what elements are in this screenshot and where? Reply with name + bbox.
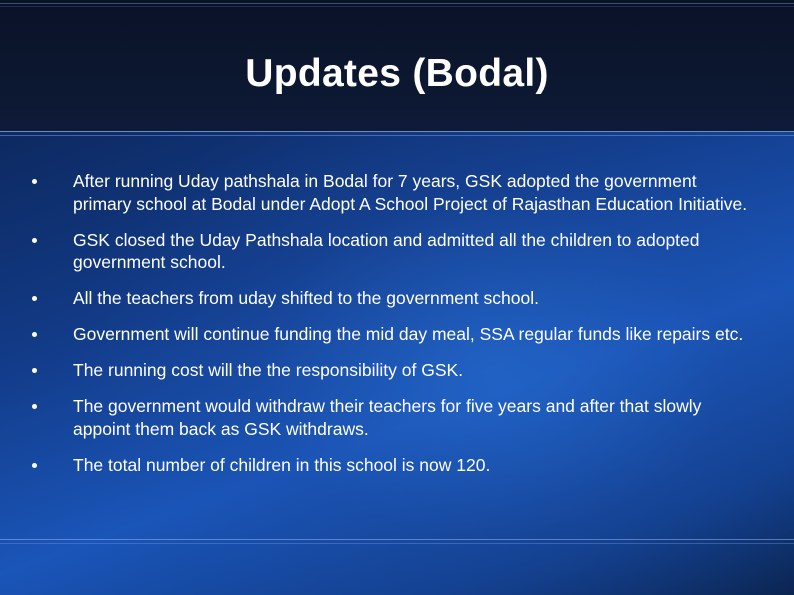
bullet-item [30,287,750,310]
bullet-item [30,323,750,346]
bullet-item [30,359,750,382]
bullet-text: The government would withdraw their teachers for five years and after that slowly appoint them back as GSK withdraws. [73,396,702,439]
bullet-dot-icon [32,463,37,468]
bullet-item [30,229,750,274]
bullet-item [30,170,750,215]
top-rule-line-secondary [0,6,794,7]
bullet-text: Government will continue funding the mid day meal, SSA regular funds like repairs etc. [73,324,744,344]
bullet-dot-icon [32,332,37,337]
bullet-list [30,170,750,490]
bullet-dot-icon [32,238,37,243]
bullet-item [30,395,750,440]
bullet-text: The running cost will the the responsibility of GSK. [73,360,464,380]
bullet-dot-icon [32,404,37,409]
title-divider-line [0,131,794,132]
bullet-item [30,454,750,477]
bullet-text: GSK closed the Uday Pathshala location and admitted all the children to adopted government school. [73,229,700,272]
bottom-rule-line-secondary [0,543,794,544]
bottom-rule-line [0,539,794,540]
top-rule-line [0,3,794,4]
bullet-text: After running Uday pathshala in Bodal for 7 years, GSK adopted the government primary school at Bodal under Adopt A School Project of Rajasthan Education Initiative. [73,171,748,214]
slide-title: Updates (Bodal) [245,52,549,95]
bullet-text: All the teachers from uday shifted to the government school. [73,288,539,308]
bullet-dot-icon [32,296,37,301]
bullet-dot-icon [32,179,37,184]
bullet-text: The total number of children in this school is now 120. [73,454,491,475]
title-divider-line-secondary [0,135,794,136]
bullet-dot-icon [32,368,37,373]
